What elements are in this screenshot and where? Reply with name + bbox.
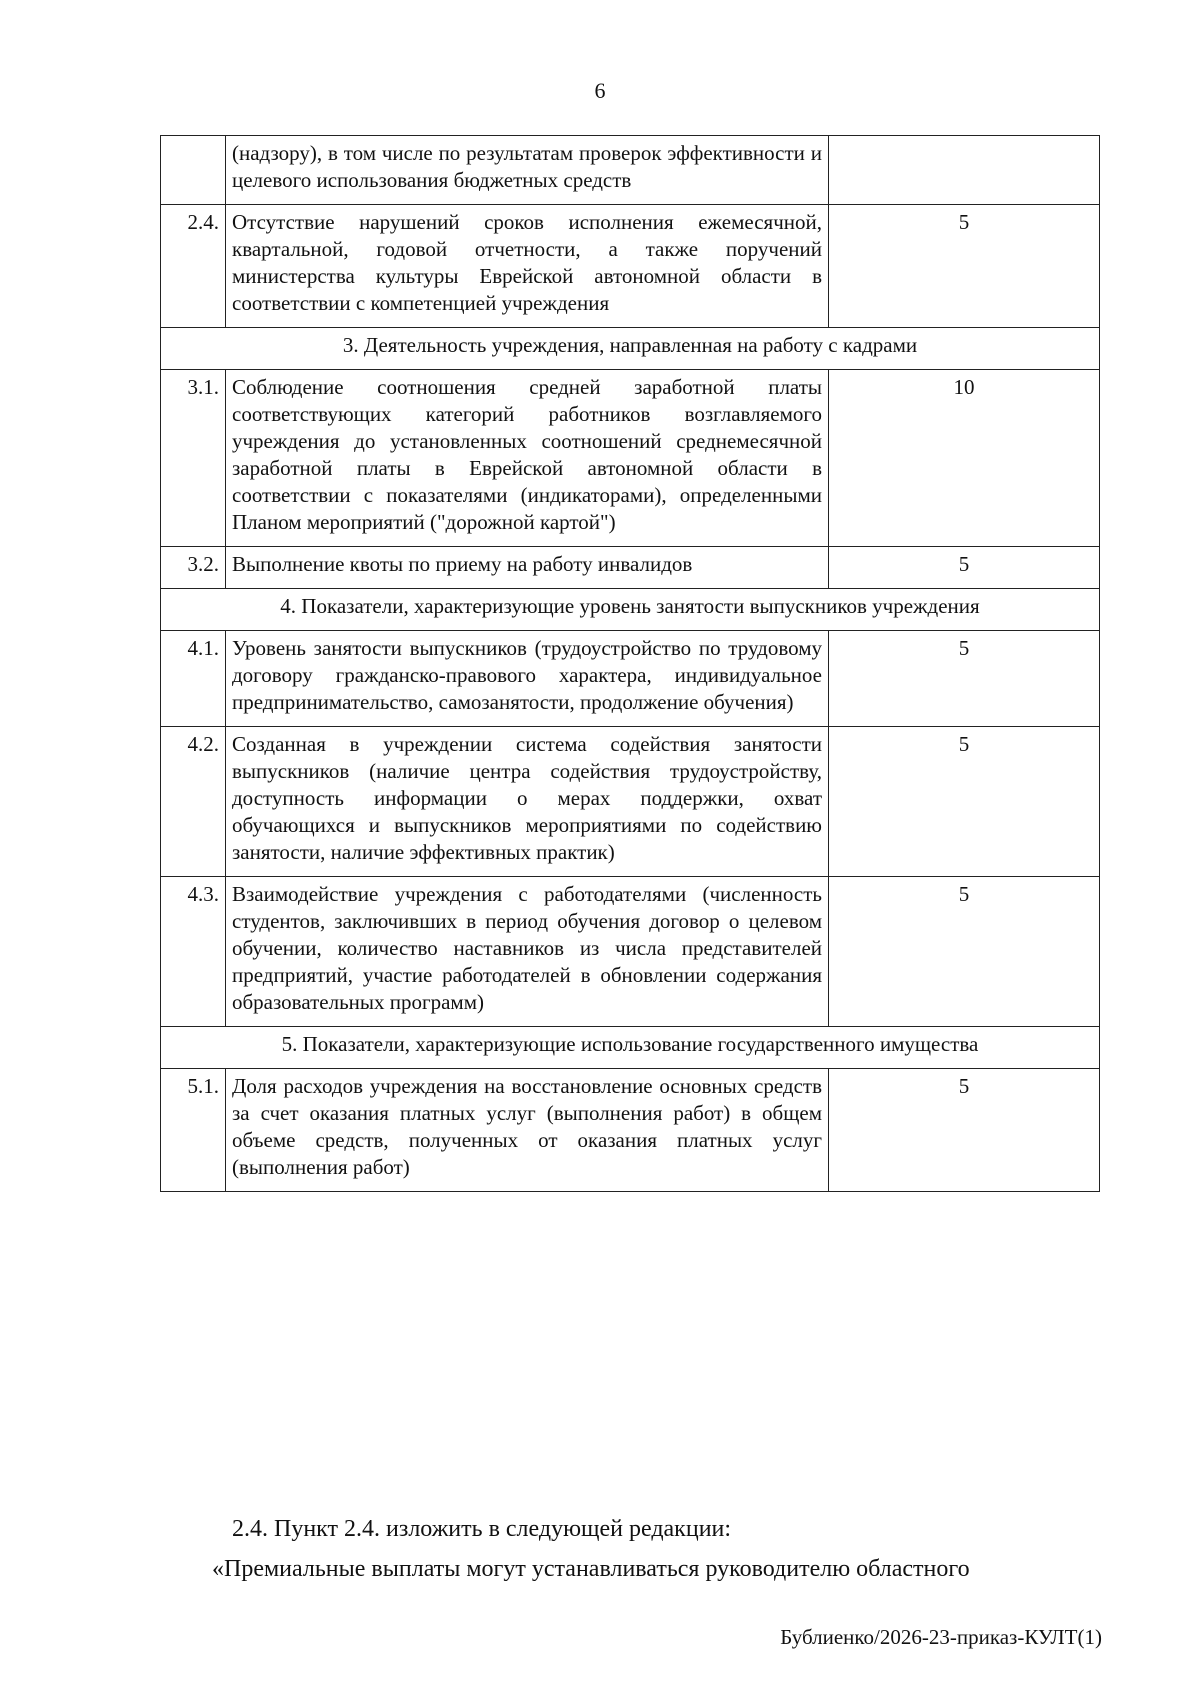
paragraph-amendment-text: «Премиальные выплаты могут устанавливаться руководителю областного	[212, 1556, 970, 1582]
table-row	[161, 136, 1100, 205]
section-heading: 3. Деятельность учреждения, направленная на работу с кадрами	[161, 328, 1100, 370]
criteria-table	[160, 135, 1100, 1192]
table-row	[161, 877, 1100, 1027]
criterion-number: 5.1.	[161, 1069, 226, 1192]
criterion-points: 5	[829, 727, 1100, 877]
section-heading: 5. Показатели, характеризующие использование государственного имущества	[161, 1027, 1100, 1069]
criterion-points: 10	[829, 370, 1100, 547]
criterion-description: Взаимодействие учреждения с работодателями (численность студентов, заключивших в период обучения договор о целевом обучении, количество наставников из числа представителей предприятий, участие работодателей в обновлении содержания образовательных программ)	[226, 877, 829, 1027]
criterion-description: Отсутствие нарушений сроков исполнения ежемесячной, квартальной, годовой отчетности, а также поручений министерства культуры Еврейской автономной области в соответствии с компетенцией учреждения	[226, 205, 829, 328]
criterion-number	[161, 136, 226, 205]
criterion-description: Уровень занятости выпускников (трудоустройство по трудовому договору гражданско-правового характера, индивидуальное предпринимательство, самозанятости, продолжение обучения)	[226, 631, 829, 727]
section-heading: 4. Показатели, характеризующие уровень занятости выпускников учреждения	[161, 589, 1100, 631]
criterion-description: Созданная в учреждении система содействия занятости выпускников (наличие центра содействия трудоустройству, доступность информации о мерах поддержки, охват обучающихся и выпускников мероприятиями по содействию занятости, наличие эффективных практик)	[226, 727, 829, 877]
table-section-row	[161, 589, 1100, 631]
criterion-number: 4.1.	[161, 631, 226, 727]
criterion-points: 5	[829, 547, 1100, 589]
criterion-description: Доля расходов учреждения на восстановление основных средств за счет оказания платных услуг (выполнения работ) в общем объеме средств, полученных от оказания платных услуг (выполнения работ)	[226, 1069, 829, 1192]
criterion-number: 4.2.	[161, 727, 226, 877]
table-section-row	[161, 1027, 1100, 1069]
criterion-points: 5	[829, 1069, 1100, 1192]
criterion-points: 5	[829, 877, 1100, 1027]
criterion-number: 2.4.	[161, 205, 226, 328]
table-row	[161, 547, 1100, 589]
criterion-description: Соблюдение соотношения средней заработной платы соответствующих категорий работников возглавляемого учреждения до установленных соотношений среднемесячной заработной платы в Еврейской автономной области в соответствии с показателями (индикаторами), определенными Планом мероприятий ("дорожной картой")	[226, 370, 829, 547]
criterion-number: 3.1.	[161, 370, 226, 547]
document-footer-reference: Бублиенко/2026-23-приказ-КУЛТ(1)	[780, 1625, 1102, 1649]
criterion-points: 5	[829, 631, 1100, 727]
table-row	[161, 205, 1100, 328]
criterion-number: 3.2.	[161, 547, 226, 589]
criterion-description: Выполнение квоты по приему на работу инвалидов	[226, 547, 829, 589]
criterion-description: (надзору), в том числе по результатам проверок эффективности и целевого использования бюджетных средств	[226, 136, 829, 205]
table-row	[161, 631, 1100, 727]
table-section-row	[161, 328, 1100, 370]
paragraph-amendment-heading: 2.4. Пункт 2.4. изложить в следующей редакции:	[232, 1516, 732, 1542]
table-row	[161, 727, 1100, 877]
table-row	[161, 1069, 1100, 1192]
table-row	[161, 370, 1100, 547]
criterion-number: 4.3.	[161, 877, 226, 1027]
page-number: 6	[594, 78, 606, 103]
criterion-points: 5	[829, 205, 1100, 328]
criterion-points	[829, 136, 1100, 205]
